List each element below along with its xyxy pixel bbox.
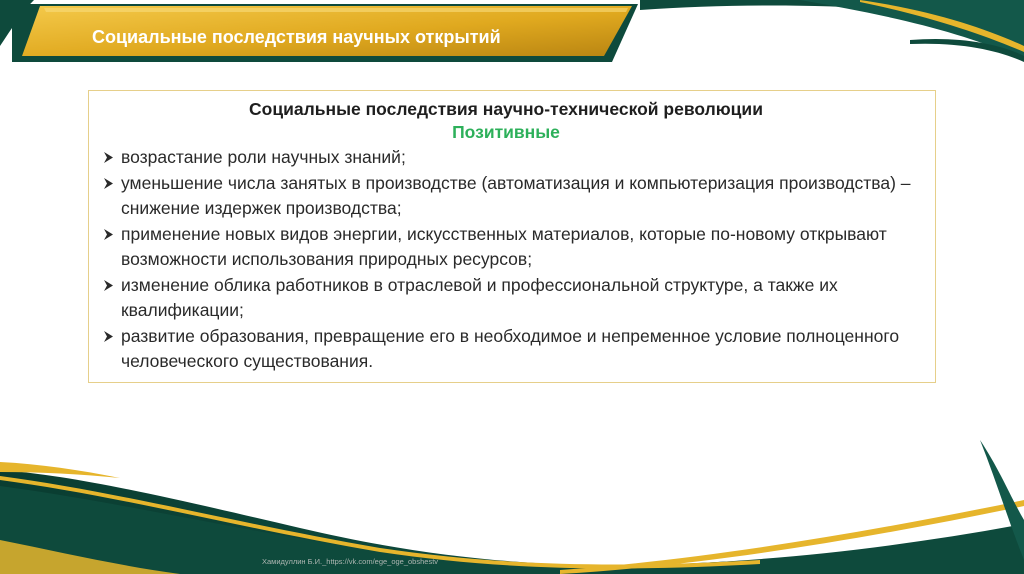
list-item [97,171,915,222]
box-subtitle: Позитивные [452,122,560,142]
list-item [97,324,915,375]
footer-credit: Хамидуллин Б.И._https://vk.com/ege_oge_obshestv [262,557,439,566]
list-item-text: изменение облика работников в отраслевой и профессиональной структуре, а также их квалификации; [121,274,838,320]
list-item [97,273,915,324]
arrow-bullet-icon [101,171,117,196]
list-item-text: уменьшение числа занятых в производстве (автоматизация и компьютеризация производства) – снижение издержек производства; [121,172,911,218]
box-title: Социальные последствия научно-технической революции [249,99,763,119]
content-box [88,90,936,383]
list-item-text: возрастание роли научных знаний; [121,147,406,167]
list-item-text: развитие образования, превращение его в необходимое и непременное условие полноценного человеческого существования. [121,325,900,371]
arrow-bullet-icon [101,222,117,247]
bottom-decoration [0,440,1024,574]
list-item [97,145,915,171]
list-item [97,222,915,273]
list-item-text: применение новых видов энергии, искусственных материалов, которые по-новому открывают возможности использования природных ресурсов; [121,223,887,269]
header-title: Социальные последствия научных открытий [92,27,501,47]
arrow-bullet-icon [101,324,117,349]
arrow-bullet-icon [101,273,117,298]
arrow-bullet-icon [101,145,117,170]
bullet-list [97,145,915,375]
